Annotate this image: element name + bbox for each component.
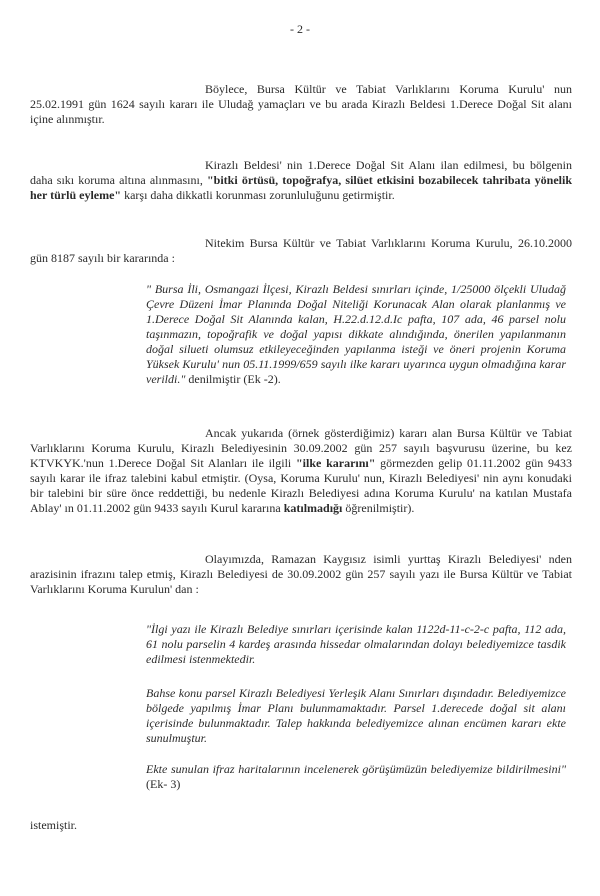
quote-2-c [146, 762, 566, 792]
paragraph-2-text-a: Kirazlı Beldesi' nin 1.Derece Doğal Sit Alanı ilan edilmesi, bu bölgenin daha sıkı koruma altına alınmasını, [30, 158, 572, 187]
paragraph-3-text: Nitekim Bursa Kültür ve Tabiat Varlıklarını Koruma Kurulu, 26.10.2000 gün 8187 sayılı bir kararında : [30, 236, 572, 265]
quote-2-b [146, 686, 566, 746]
paragraph-5-text: Olayımızda, Ramazan Kaygısız isimli yurttaş Kirazlı Belediyesi' nden arazisinin ifrazını talep etmiş, Kirazlı Belediyesi de 30.09.2002 gün 257 sayılı yazı ile Bursa Kültür ve Tabiat Varlıklarını Koruma Kurulun' dan : [30, 552, 572, 596]
paragraph-4-text-a: Ancak yukarıda (örnek gösterdiğimiz) kararı alan Bursa Kültür ve Tabiat Varlıklarını Koruma Kurulu, Kirazlı Belediyesinin 30.09.2002 gün 257 sayılı başvurusu üzerine, bu kez KTVKYK.'nun 1.Derece Doğal Sit Alanları ile ilgili [30, 426, 572, 470]
quote-2-a-text: "İlgi yazı ile Kirazlı Belediye sınırları içerisinde kalan 1122d-11-c-2-c pafta, 112 ada, 61 nolu parselin 4 kardeş arasında hissedar olmalarından dolayı belediyemizce tasdik edilmesi istenmektedir. [146, 622, 566, 666]
quote-1 [146, 282, 566, 387]
closing-text: istemiştir. [30, 818, 78, 832]
paragraph-2-text-c: karşı daha dikkatli korunması zorunluluğunu getirmiştir. [121, 188, 395, 202]
page-number: - 2 - [290, 22, 310, 36]
paragraph-1 [30, 82, 572, 127]
quote-1-tail: denilmiştir (Ek -2). [185, 372, 281, 386]
paragraph-3 [30, 236, 572, 266]
quote-1-italic: " Bursa İli, Osmangazi İlçesi, Kirazlı Beldesi sınırları içinde, 1/25000 ölçekli Uludağ Çevre Düzeni İmar Planında Doğal Niteliği Korunacak Alan olarak planlanmış ve 1.Derece Doğal Sit Alanında kalan, H.22.d.12.d.Ic pafta, 107 ada, 46 parsel nolu taşınmazın, topoğrafik ve doğal yapısı dikkate alındığında, önerilen yapılanmanın doğal silueti olumsuz etkileyeceğinden yapılanma isteği ve öneri projenin Koruma Yüksek Kurulu' nun 05.11.1999/659 sayılı ilke kararı uyarınca uygun olmadığına karar verildi." [146, 282, 566, 386]
paragraph-4-text-c: görmezden gelip 01.11.2002 gün 9433 sayılı karar ile ifraz talebini kabul etmiştir. (Oysa, Koruma Kurulu' nun, Kirazlı Belediyesi' nin aynı konudaki bir talebini bir süre önce reddettiği, bu nedenle Kirazlı Belediyesi adına Koruma Kurulu' na katılan Mustafa Ablay' ın 01.11.2002 gün 9433 sayılı Kurul kararına [30, 456, 572, 515]
quote-2-b-text: Bahse konu parsel Kirazlı Belediyesi Yerleşik Alanı Sınırları dışındadır. Belediyemizce bölgede yapılmış İmar Planı bulunmamaktadır. Parsel 1.derecede doğal sit alanı içerisinde bulunmaktadır. Talep hakkında belediyemizce alınan encümen kararı ekte sunulmuştur. [146, 686, 566, 745]
quote-2-a [146, 622, 566, 667]
paragraph-5 [30, 552, 572, 597]
paragraph-4-bold-2: katılmadığı [283, 501, 343, 515]
quote-2-c-text: Ekte sunulan ifraz haritalarının incelenerek görüşümüzün belediyemize bildirilmesini" [146, 762, 566, 776]
paragraph-4-bold-1: "ilke kararını" [296, 456, 376, 470]
paragraph-4-text-e: öğrenilmiştir). [342, 501, 415, 515]
paragraph-2 [30, 158, 572, 203]
paragraph-2-bold: "bitki örtüsü, topoğrafya, silüet etkisini bozabilecek tahribata yönelik her türlü eyleme" [30, 173, 572, 202]
paragraph-4 [30, 426, 572, 516]
paragraph-1-text: Böylece, Bursa Kültür ve Tabiat Varlıklarını Koruma Kurulu' nun 25.02.1991 gün 1624 sayılı kararı ile Uludağ yamaçları ve bu arada Kirazlı Beldesi 1.Derece Doğal Sit alanı içine alınmıştır. [30, 82, 572, 126]
quote-2-c-tail: (Ek- 3) [146, 777, 181, 791]
